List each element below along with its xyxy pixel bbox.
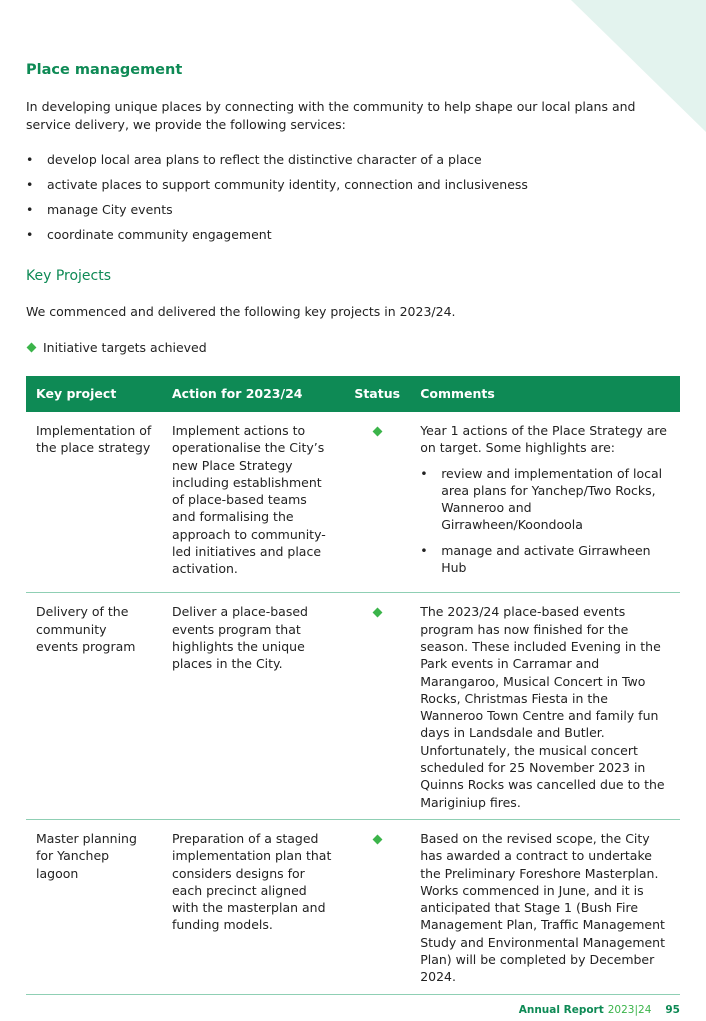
action-cell: Preparation of a staged implementation plan that considers designs for each precinct aligned with the masterplan and funding models.	[171, 830, 332, 933]
column-header: Key project	[26, 376, 162, 412]
intro-paragraph: In developing unique places by connecting with the community to help shape our local plans and service delivery, we provide the following services:	[26, 99, 636, 132]
key-projects-intro: We commenced and delivered the following key projects in 2023/24.	[26, 304, 456, 319]
column-header: Status	[344, 376, 410, 412]
list-item: • develop local area plans to reflect the distinctive character of a place	[26, 150, 528, 175]
action-cell: Implement actions to operationalise the City’s new Place Strategy including establishment of place-based teams and formalising the approach to community-led initiatives and place activation.	[171, 423, 326, 577]
page-number: 95	[665, 1004, 680, 1016]
table-row	[26, 593, 680, 820]
table-row	[26, 412, 680, 593]
comment-text: Year 1 actions of the Place Strategy are on target. Some highlights are:	[420, 423, 667, 456]
diamond-icon	[27, 343, 37, 353]
legend	[26, 340, 207, 355]
comment-cell: Based on the revised scope, the City has awarded a contract to undertake the Preliminary Foreshore Masterplan. Works commenced in June, and it is anticipated that Stage 1 (Bush Fire Management Plan, Traffic Management Study and Environmental Management Plan) will be completed by December 2024.	[420, 830, 666, 985]
status-cell	[344, 412, 410, 593]
list-item: • coordinate community engagement	[26, 225, 528, 250]
footer-year: 2023|24	[607, 1004, 652, 1016]
column-header: Action for 2023/24	[162, 376, 344, 412]
diamond-icon	[372, 427, 382, 437]
list-item: • activate places to support community identity, connection and inclusiveness	[26, 175, 528, 200]
key-projects-table	[26, 376, 680, 995]
project-cell: Delivery of the community events program	[36, 604, 136, 654]
footer-label: Annual Report	[518, 1004, 604, 1016]
project-cell: Master planning for Yanchep lagoon	[36, 830, 137, 881]
section-heading: Place management	[26, 62, 183, 78]
status-cell	[344, 819, 410, 994]
comment-cell: The 2023/24 place-based events program has now finished for the season. These included Evening in the Park events in Carramar and Marangaroo, Musical Concert in Two Rocks, Christmas Fiesta in the Wanneroo Town Centre and family fun days in Landsdale and Butler. Unfortunately, the musical concert scheduled for 25 November 2023 in Quinns Rocks was cancelled due to the Mariginiup fires.	[420, 604, 665, 810]
column-header: Comments	[410, 376, 680, 412]
table-row	[26, 819, 680, 994]
project-cell: Implementation of the place strategy	[36, 423, 152, 456]
diamond-icon	[372, 608, 382, 618]
comment-cell	[410, 412, 680, 593]
legend-label: Initiative targets achieved	[43, 340, 207, 355]
list-item: • manage and activate Girrawheen Hub	[420, 542, 670, 577]
key-projects-heading: Key Projects	[26, 268, 112, 284]
status-cell	[344, 593, 410, 820]
services-list	[26, 150, 528, 250]
comment-list	[420, 465, 670, 577]
list-item: • review and implementation of local area plans for Yanchep/Two Rocks, Wanneroo and Girrawheen/Koondoola	[420, 465, 670, 534]
action-cell: Deliver a place-based events program that highlights the unique places in the City.	[171, 604, 308, 672]
list-item: • manage City events	[26, 200, 528, 225]
diamond-icon	[372, 834, 382, 844]
table-header-row	[26, 376, 680, 412]
page-footer	[519, 1004, 680, 1016]
